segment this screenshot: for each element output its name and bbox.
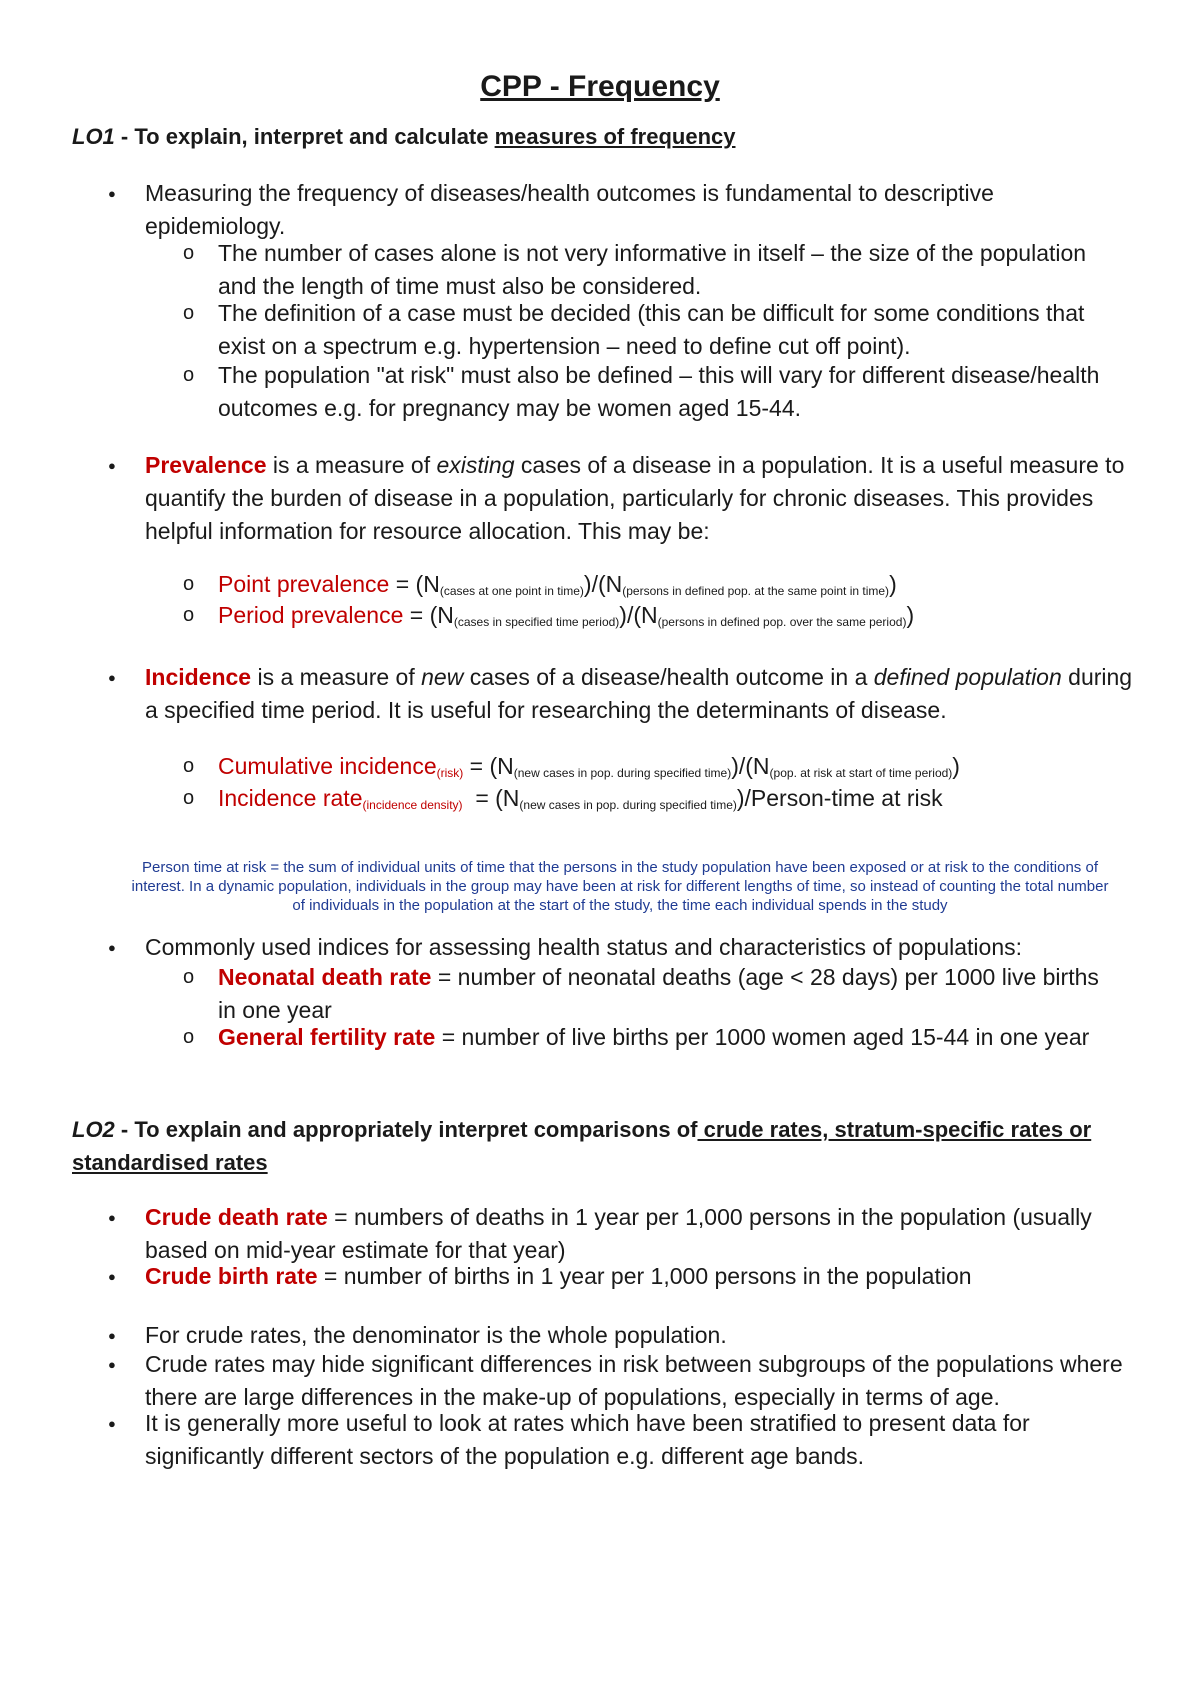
prevalence-bullet: ● Prevalence is a measure of existing cases of a disease in a population. It is a useful measure to quantify the burden of disease in a population, particularly for chronic diseases. This provides helpful information for resource allocation. This may be: — [145, 449, 1135, 548]
sub-bullet: o The population "at risk" must also be defined – this will vary for different disease/health outcomes e.g. for pregnancy may be women aged 15-44. — [218, 359, 1118, 425]
crude-death-rate: ● Crude death rate = numbers of deaths in 1 year per 1,000 persons in the population (usually based on mid-year estimate for that year) — [145, 1201, 1135, 1267]
page-title: CPP - Frequency — [480, 70, 720, 103]
crude-rates-bullet: ● It is generally more useful to look at rates which have been stratified to present data for significantly different sectors of the population e.g. different age bands. — [145, 1407, 1135, 1473]
crude-birth-rate: ● Crude birth rate = number of births in 1 year per 1,000 persons in the population — [145, 1260, 1135, 1293]
indices-bullet: ● Commonly used indices for assessing health status and characteristics of populations: — [145, 931, 1135, 964]
crude-rates-bullet: ● For crude rates, the denominator is the whole population. — [145, 1319, 1135, 1352]
neonatal-death-rate: o Neonatal death rate = number of neonatal deaths (age < 28 days) per 1000 live births in one year — [218, 961, 1118, 1027]
general-fertility-rate: o General fertility rate = number of live births per 1000 women aged 15-44 in one year — [218, 1021, 1118, 1054]
cumulative-incidence-formula: o Cumulative incidence$_{(risk)}$ = $(N_{(new cases in pop. during specified time)})/(N_{(pop. at risk at start of time period)})$ — [218, 750, 1118, 790]
person-time-note: Person time at risk = the sum of individual units of time that the persons in the study population have been exposed or at risk to the conditions of interest. In a dynamic population, individuals in the group may have been at risk for different lengths of time, so instead of counting the total number of individuals in the population at the start of the study, the time each individual spends in the study — [131, 859, 1109, 914]
point-prevalence-formula: o Point prevalence = $(N_{(cases at one point in time)})/(N_{(persons in defined pop. at the same point in time)})$ — [218, 568, 1118, 608]
sub-bullet: o The number of cases alone is not very informative in itself – the size of the population and the length of time must also be considered. — [218, 237, 1118, 303]
incidence-bullet: ● Incidence is a measure of new cases of a disease/health outcome in a defined population during a specified time period. It is useful for researching the determinants of disease. — [145, 661, 1135, 727]
lo2-heading: LO2 - To explain and appropriately interpret comparisons of crude rates, stratum-specific rates or standardised rates — [72, 1117, 1092, 1175]
sub-bullet: o The definition of a case must be decided (this can be difficult for some conditions that exist on a spectrum e.g. hypertension – need to define cut off point). — [218, 297, 1118, 363]
incidence-rate-formula: o Incidence rate$_{(incidence density)}$ = $(N_{(new cases in pop. during specified time)})/Person$-time at risk — [218, 782, 1118, 822]
crude-rates-bullet: ● Crude rates may hide significant differences in risk between subgroups of the populations where there are large differences in the make-up of populations, especially in terms of age. — [145, 1348, 1135, 1414]
lo1-heading: LO1 - To explain, interpret and calculate measures of frequency — [72, 124, 736, 149]
period-prevalence-formula: o Period prevalence = $(N_{(cases in specified time period)})/(N_{(persons in defined pop. over the same period)})$ — [218, 599, 1118, 639]
frequency-bullet: ● Measuring the frequency of diseases/health outcomes is fundamental to descriptive epidemiology. — [145, 177, 1135, 243]
